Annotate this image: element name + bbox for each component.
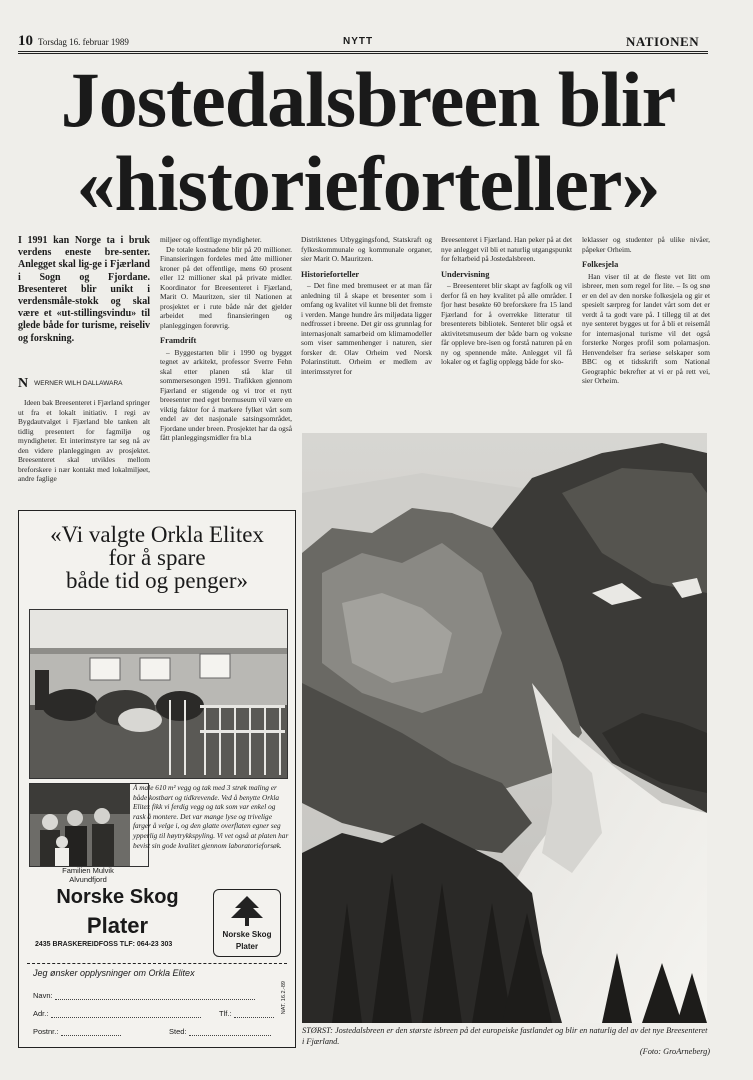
subheading-framdrift: Framdrift [160, 336, 197, 345]
article-column-1 [18, 398, 150, 484]
body-paragraph: Distriktenes Utbyggingsfond, Statskraft og fylkeskommunale og kommunale organer, sier Marit O. Mauritzen. [301, 235, 432, 263]
article-lead: I 1991 kan Norge ta i bruk verdens eneste bre-senter. Anlegget skal lig-ge i Fjærland i Sogn og Fjordane. Bresenteret blir unikt i verdensmåle-stokk og skal være et «ut-stillingsvindu» til glede både for turisme, reiseliv og forskning. [18, 235, 150, 344]
coupon-cut-line [27, 963, 287, 964]
glacier-photo [302, 433, 707, 1023]
field-label: Postnr.: [33, 1027, 59, 1036]
field-label: Navn: [33, 991, 53, 1000]
ad-quote [19, 523, 295, 592]
caption-text: Jostedalsbreen er den største isbreen på det europeiske fastlandet og blir en naturlig del av det nye Breesenteret i Fjærland. [302, 1026, 708, 1046]
coupon-place-field[interactable] [169, 1027, 271, 1036]
ad-photo-caption [29, 866, 147, 884]
body-paragraph: – Breesenteret blir skapt av fagfolk og vil derfor få en høy kvalitet på alle områder. I fjor høst besøkte 60 breforskere fra 15 land Fjærland for å overrekke litteratur til bresenterets bibliotek. Senteret blir også et aktivitetsmuseum der både barn og voksne får oppleve bre-isen og forstå naturen på en ny og spennende måte. Anlegget vil få lokaler og et faglig opplegg både for sko- [441, 281, 572, 366]
ad-quote-line: både tid og penger» [65, 568, 249, 593]
coupon-name-field[interactable] [33, 991, 255, 1000]
field-label: Tlf.: [219, 1009, 232, 1018]
newspaper-name: NATIONEN [626, 34, 700, 49]
orkla-elitex-ad [18, 510, 296, 1048]
headline-line-1: Jostedalsbreen blir [60, 56, 676, 143]
photo-caption [302, 1026, 710, 1058]
ad-code: NAT. 16.2.-89 [281, 981, 287, 1015]
body-paragraph: Ideen bak Breesenteret i Fjærland springer ut fra et lokalt initiativ. I regi av Bygdautvalget i Fjærland ble tanken alt tidlig presentert for fagmiljø og myndigheter. Et interimstyre tar seg nå av den videre planleggingen av prosjektet. Breesenteret skal utvikles mellom breforskere i nær kontakt med lokalmiljøet, andre faglige [18, 398, 150, 483]
headline [18, 58, 718, 226]
family-photo [29, 783, 149, 867]
ad-quote-line: «Vi valgte Orkla Elitex [50, 522, 264, 547]
body-paragraph: Han viser til at de fleste vet litt om isbreer, men som regel for lite. – Is og snø er en del av den norske folkesjela og gir et spesielt særpreg for landet vårt som det er verdt å ta godt vare på. I tillegg til at det nye senteret bygges ut for å bli et reisemål for internasjonal turisme vil det også forsterke Norges profil som polarnasjon. Henvendelser fra seriøse selskaper som BBC og et tidsskrift som National Geographic bekrefter at vi er på rett vei, sier Orheim. [582, 271, 710, 385]
body-paragraph: – Det fine med bremuseet er at man får anledning til å skape et bresenter som i omfang og kvalitet vil kunne bli det fremste i verden. Mange hundre års miljødata ligger nedfrosset i breene. Det gir oss grunnlag for internasjonalt samarbeid om klimamodeller som viser sammenhenger i naturen, sier forsker dr. Olav Orheim ved Norsk Polarinstitutt. Orheim er medlem av interimsstyret for [301, 281, 432, 376]
tree-logo-icon [227, 894, 267, 928]
article-column-5 [582, 235, 710, 386]
ad-address: 2435 BRASKEREIDFOSS TLF: 064-23 303 [35, 941, 173, 948]
issue-date: Torsdag 16. februar 1989 [38, 37, 129, 47]
ad-copy: Å male 610 m² vegg og tak med 3 strøk maling er både kostbart og tidkrevende. Ved å benytte Orkla Elitex fikk vi ferdig vegg og tak som var enkel og rask å montere. Det var mange lyse og trivelige farger å velge i, og den glatte overflaten egner seg ypperlig til høytrykkspyling. Vi vet også at platen har bevist sin gode kvalitet gjennom laboratorieforsøk. [133, 783, 289, 850]
coupon-phone-field[interactable] [219, 1009, 274, 1018]
byline [18, 376, 150, 392]
article-column-2 [160, 235, 292, 443]
coupon-address-field[interactable] [33, 1009, 201, 1018]
ad-brand: Norske Skog [56, 886, 179, 908]
section-label: NYTT [343, 36, 374, 47]
article-column-4 [441, 235, 572, 367]
coupon-title: Jeg ønsker opplysninger om Orkla Elitex [33, 968, 195, 978]
byline-author: WERNER WILH DALLAWARA [34, 380, 123, 387]
body-paragraph: De totale kostnadene blir på 20 millioner. Finansieringen fordeles med åtte millioner kroner på det offentlige, mens 60 prosent eller 12 millioner skal på private midler. Koordinator for Breesenteret i Fjærland, Marit O. Mauritzen, sier til Nationen at prosjektet er i rute både når det gjelder arbeidet med finansieringen og planleggingen forøvrig. [160, 244, 292, 330]
page-number: 10 [18, 33, 33, 49]
field-label: Adr.: [33, 1009, 49, 1018]
caption-lead: STØRST: [302, 1026, 333, 1035]
byline-mark: N [18, 376, 29, 391]
barn-interior-photo [29, 609, 288, 779]
logo-text-2: Plater [235, 942, 259, 951]
subheading-undervisning: Undervisning [441, 269, 490, 279]
norske-skog-logo [213, 889, 281, 957]
subheading-folkesjela: Folkesjela [582, 260, 619, 269]
coupon-postnr-field[interactable] [33, 1027, 121, 1036]
body-paragraph: – Byggestarten blir i 1990 og bygget tegnet av arkitekt, professor Sverre Fehn skal etter planen stå klar til sommersesongen 1991. Trafikken gjennom Fjærland er stigende og vi tror et nytt breesenter med eget bremuseum vil være en viktig faktor for å markere fylket vårt som endel av det nasjonale satsingsområdet, Fjordane under breen. Prosjektet har da også fått planleggingsmidler fra bl.a [160, 347, 292, 442]
field-label: Sted: [169, 1027, 187, 1036]
caption-line: Alvundfjord [69, 875, 107, 884]
header-rule-2 [18, 53, 708, 54]
caption-line: Familien Mulvik [62, 866, 114, 875]
subheading-historieforteller: Historieforteller [301, 269, 360, 279]
article-column-3 [301, 235, 432, 376]
logo-text: Norske Skog [222, 930, 272, 939]
ad-brand-2: Plater [86, 913, 149, 938]
body-paragraph: Breesenteret i Fjærland. Han peker på at det nye anlegget vil bli et naturlig utgangspunkt for feltarbeid på Jostedalsbreen. [441, 235, 572, 263]
headline-line-2: «historieforteller» [76, 140, 660, 227]
body-paragraph: miljøer og offentlige myndigheter. [160, 235, 262, 244]
body-paragraph: leklasser og studenter på ulike nivåer, påpeker Orheim. [582, 235, 710, 254]
header-rule [18, 51, 708, 52]
ad-quote-line: for å spare [108, 545, 206, 570]
photo-credit: (Foto: GroArneberg) [639, 1047, 710, 1056]
